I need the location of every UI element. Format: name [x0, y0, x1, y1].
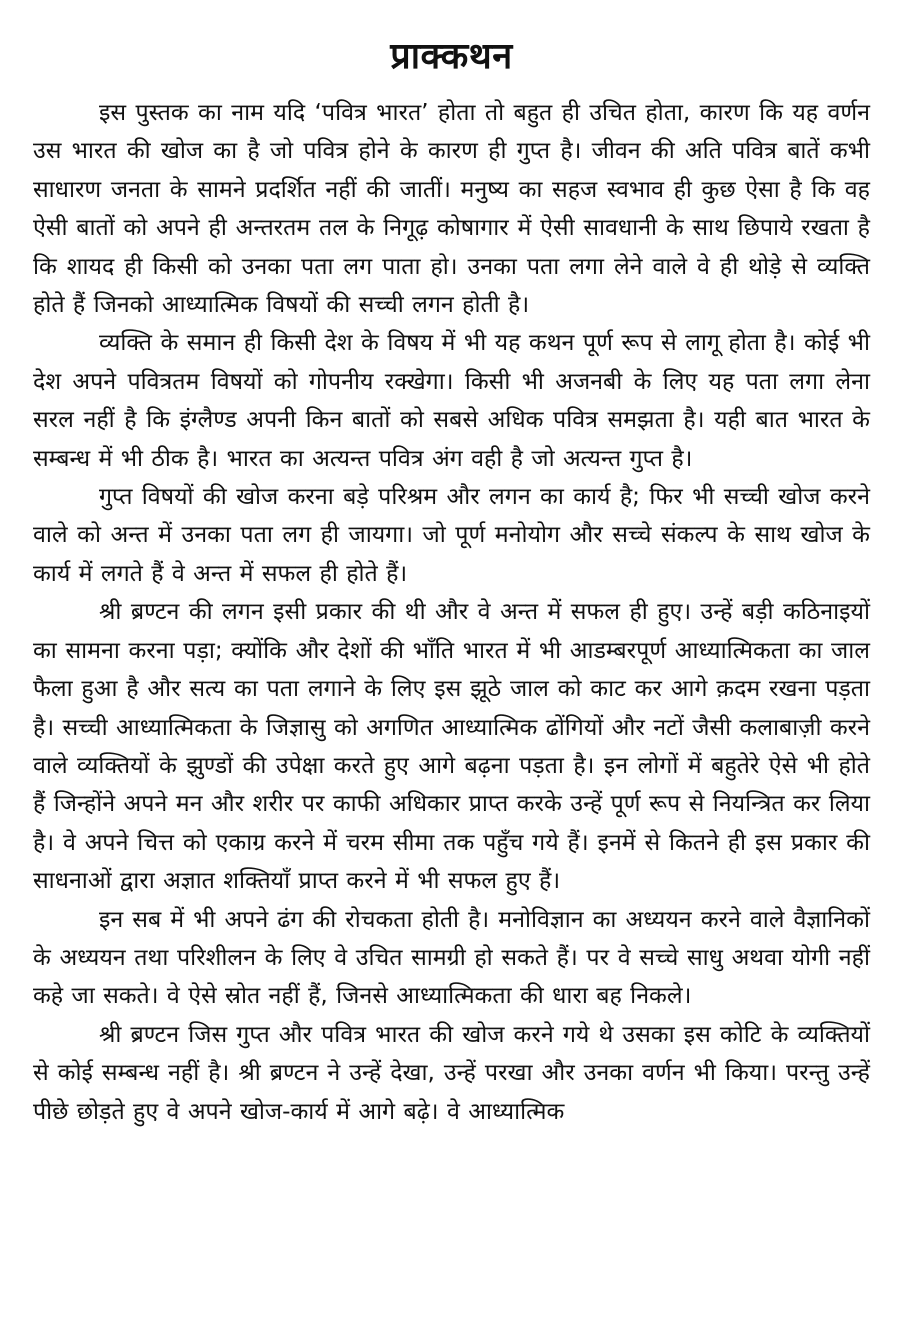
paragraph-4: श्री ब्रण्टन की लगन इसी प्रकार की थी और वे अन्त में सफल ही हुए। उन्हें बड़ी कठिनाइयों का सामना करना पड़ा; क्योंकि और देशों की भाँति भारत में भी आडम्बरपूर्ण आध्यात्मिकता का जाल फैला हुआ है और सत्य का पता लगाने के लिए इस झूठे जाल को काट कर आगे क़दम रखना पड़ता है। सच्ची आध्यात्मिकता के जिज्ञासु को अगणित आध्यात्मिक ढोंगियों और नटों जैसी कलाबाज़ी करने वाले व्यक्तियों के झुण्डों की उपेक्षा करते हुए आगे बढ़ना पड़ता है। इन लोगों में बहुतेरे ऐसे भी होते हैं जिन्होंने अपने मन और शरीर पर काफी अधिकार प्राप्त करके उन्हें पूर्ण रूप से नियन्त्रित कर लिया है। वे अपने चित्त को एकाग्र करने में चरम सीमा तक पहुँच गये हैं। इनमें से कितने ही इस प्रकार की साधनाओं द्वारा अज्ञात शक्तियाँ प्राप्त करने में भी सफल हुए हैं।: [33, 598, 870, 895]
paragraph-6: श्री ब्रण्टन जिस गुप्त और पवित्र भारत की खोज करने गये थे उसका इस कोटि के व्यक्तियों से कोई सम्बन्ध नहीं है। श्री ब्रण्टन ने उन्हें देखा, उन्हें परखा और उनका वर्णन भी किया। परन्तु उन्हें पीछे छोड़ते हुए वे अपने खोज-कार्य में आगे बढ़े। वे आध्यात्मिक: [33, 1020, 870, 1125]
paragraph-5: इन सब में भी अपने ढंग की रोचकता होती है। मनोविज्ञान का अध्ययन करने वाले वैज्ञानिकों के अध्ययन तथा परिशीलन के लिए वे उचित सामग्री हो सकते हैं। पर वे सच्चे साधु अथवा योगी नहीं कहे जा सकते। वे ऐसे स्रोत नहीं हैं, जिनसे आध्यात्मिकता की धारा बह निकले।: [33, 905, 870, 1010]
paragraph-2: व्यक्ति के समान ही किसी देश के विषय में भी यह कथन पूर्ण रूप से लागू होता है। कोई भी देश अपने पवित्रतम विषयों को गोपनीय रक्खेगा। किसी भी अजनबी के लिए यह पता लगा लेना सरल नहीं है कि इंग्लैण्ड अपनी किन बातों को सबसे अधिक पवित्र समझता है। यही बात भारत के सम्बन्ध में भी ठीक है। भारत का अत्यन्त पवित्र अंग वही है जो अत्यन्त गुप्त है।: [33, 329, 870, 472]
paragraph-1: इस पुस्तक का नाम यदि ‘पवित्र भारत’ होता तो बहुत ही उचित होता, कारण कि यह वर्णन उस भारत की खोज का है जो पवित्र होने के कारण ही गुप्त है। जीवन की अति पवित्र बातें कभी साधारण जनता के सामने प्रदर्शित नहीं की जातीं। मनुष्य का सहज स्वभाव ही कुछ ऐसा है कि वह ऐसी बातों को अपने ही अन्तरतम तल के निगूढ़ कोषागार में ऐसी सावधानी के साथ छिपाये रखता है कि शायद ही किसी को उनका पता लग पाता हो। उनका पता लगा लेने वाले वे ही थोड़े से व्यक्ति होते हैं जिनको आध्यात्मिक विषयों की सच्ची लगन होती है।: [33, 99, 870, 319]
page-title: प्राक्कथन: [390, 36, 513, 77]
paragraph-3: गुप्त विषयों की खोज करना बड़े परिश्रम और लगन का कार्य है; फिर भी सच्ची खोज करने वाले को अन्त में उनका पता लग ही जायगा। जो पूर्ण मनोयोग और सच्चे संकल्प के साथ खोज के कार्य में लगते हैं वे अन्त में सफल ही होते हैं।: [33, 483, 870, 587]
